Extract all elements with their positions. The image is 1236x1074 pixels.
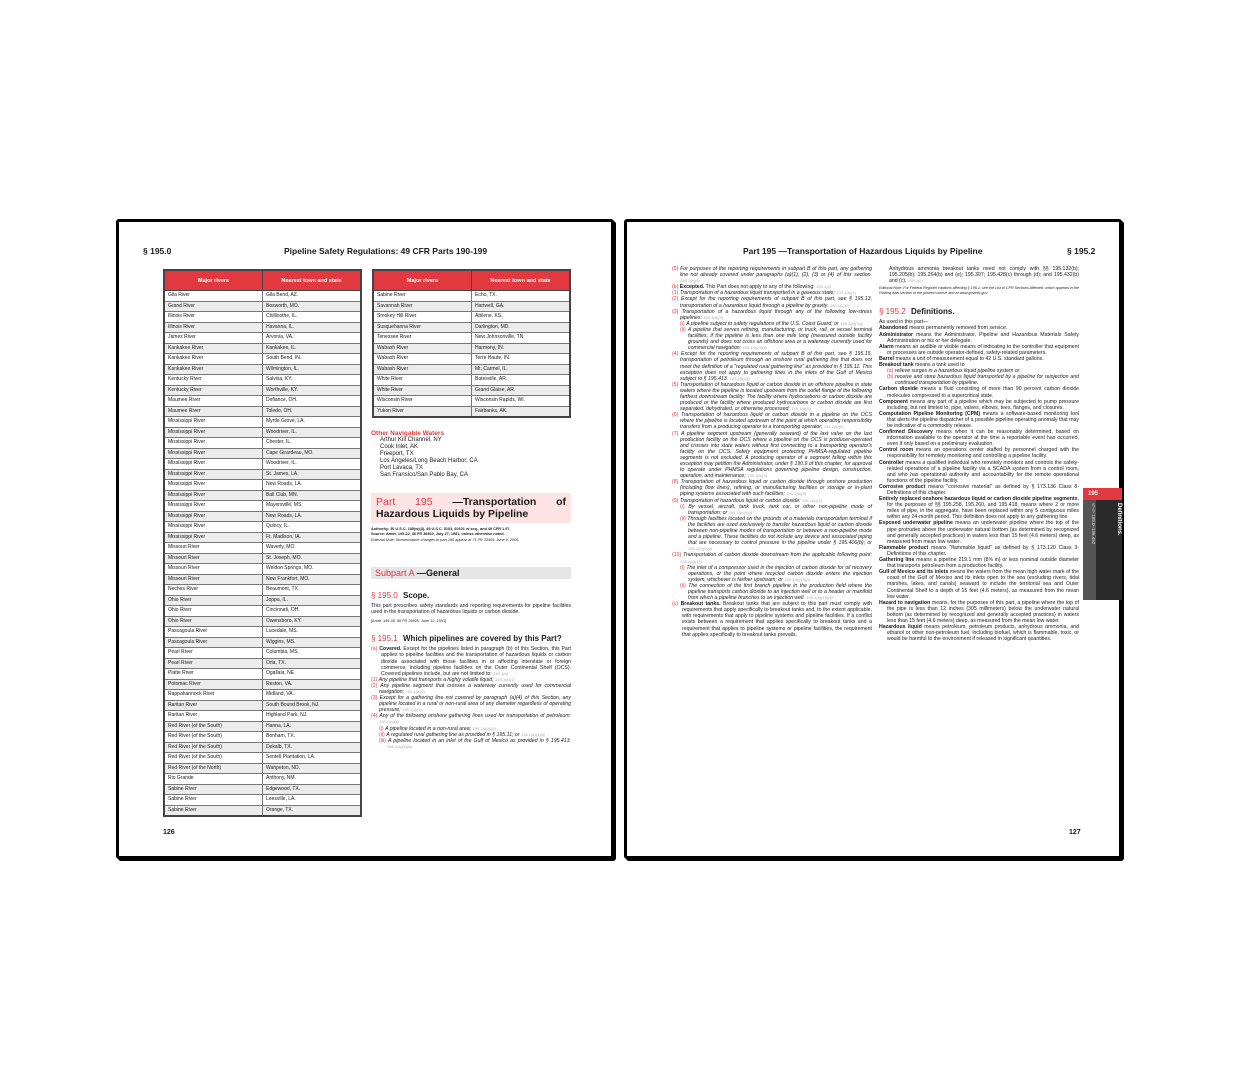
table-row bbox=[164, 711, 361, 722]
paragraph-item: (c) Breakout tanks. Breakout tanks that are subject to this part must comply with requirements that apply specifically to breakout tanks and, to the extent applicable, with requirements that apply to pipeline systems and pipeline facilities. If a conflict exists between a requirement that applies specifically to breakout tanks and a requirement that applies to pipeline systems or pipeline facilities, the requirement that applies specifically to breakout tanks prevails. bbox=[672, 601, 872, 638]
table-row bbox=[164, 406, 361, 417]
town-cell: Lucedale, MS. bbox=[263, 627, 362, 638]
river-cell: Wabash River bbox=[373, 343, 472, 354]
paragraph-item: (4) Any of the following onshore gathering lines used for transportation of petroleum: 195.1(a)(4) bbox=[371, 713, 571, 725]
definition-term: Entirely replaced onshore hazardous liquid or carbon dioxide pipeline segments bbox=[879, 496, 1078, 503]
river-cell: Sabine River bbox=[373, 291, 472, 302]
definition-item: Exposed underwater pipeline means an underwater pipeline where the top of the pipe protrudes above the underwater natural bottom (as determined by recognized and generally accepted practices) in waters less than 15 feet (4.6 meters) deep, as measured from mean low water. bbox=[879, 520, 1079, 545]
table-row bbox=[164, 669, 361, 680]
town-cell: Bonham, TX. bbox=[263, 732, 362, 743]
town-cell: Leesville, LA. bbox=[263, 795, 362, 806]
other-waters-title: Other Navigable Waters bbox=[371, 430, 445, 437]
page-number: 127 bbox=[1069, 829, 1081, 836]
paragraph-item: (2) Any pipeline segment that crosses a waterway currently used for commercial navigation; 195.1(a)(2) bbox=[371, 682, 571, 695]
table-row bbox=[164, 490, 361, 501]
definition-term: Breakout tank bbox=[879, 362, 914, 369]
town-cell: Ft. Madison, IA. bbox=[263, 532, 362, 543]
town-cell: Edgewood, TX. bbox=[263, 784, 362, 795]
river-cell: Missouri River bbox=[164, 553, 263, 564]
table-row bbox=[164, 438, 361, 449]
town-cell: Reston, VA. bbox=[263, 679, 362, 690]
definition-term: Hazard to navigation bbox=[879, 599, 931, 606]
river-cell: White River bbox=[373, 385, 472, 396]
paragraph-item: (8) Transportation of hazardous liquid or carbon dioxide through onshore production (including flow lines), refining, or manufacturing facilities or storage or in-plant piping systems associated with such facilities; 195.1(b)(8) bbox=[672, 479, 872, 498]
town-cell: Fairbanks, AK. bbox=[472, 406, 571, 417]
table-row bbox=[164, 637, 361, 648]
town-cell: Wilmington, IL. bbox=[263, 364, 362, 375]
river-cell: Kankakee River bbox=[164, 364, 263, 375]
river-cell: Sabine River bbox=[164, 795, 263, 806]
river-cell: Platte River bbox=[164, 669, 263, 680]
town-cell: Salvisa, KY. bbox=[263, 375, 362, 386]
paragraph-item: (4) Except for the reporting requirements of subpart B of this part, see § 195.15, transportation of petroleum through an onshore rural gathering line that does not meet the definition of a "regulated rural gathering line" as provided in § 195.11. This exception does not apply to gathering lines in the inlets of the Gulf of Mexico subject to § 195.413. 195.1(b)(4) bbox=[672, 351, 872, 382]
table-row bbox=[164, 627, 361, 638]
table-row bbox=[373, 322, 570, 333]
town-cell: Defiance, OH. bbox=[263, 396, 362, 407]
town-cell: New Roads, LA. bbox=[263, 480, 362, 491]
river-cell: Raritan River bbox=[164, 711, 263, 722]
definition-item: Control room means an operations center staffed by personnel charged with the responsibility for remotely monitoring and controlling a pipeline facility. bbox=[879, 447, 1079, 460]
river-cell: Mississippi River bbox=[164, 469, 263, 480]
table-row bbox=[164, 301, 361, 312]
table-row bbox=[373, 301, 570, 312]
river-cell: Mississippi River bbox=[164, 459, 263, 470]
river-cell: Susquehanna River bbox=[373, 322, 472, 333]
rivers-table-right bbox=[372, 269, 571, 418]
river-cell: Neches River bbox=[164, 585, 263, 596]
town-cell: Wisconsin Rapids, WI. bbox=[472, 396, 571, 407]
definition-term: Controller bbox=[879, 459, 904, 466]
table-row bbox=[164, 427, 361, 438]
town-cell: Highland Park, NJ. bbox=[263, 711, 362, 722]
water-item: Cook Inlet, AK bbox=[380, 444, 419, 450]
definition-item: Gulf of Mexico and its inlets means the waters from the mean high water mark of the coast of the Gulf of Mexico and its inlets open to the sea (excluding rivers, tidal marshes, lakes, and canals) seaward to include the territorial sea and Outer Continental Shelf to a depth of 15 feet (4.6 meters), as measured from the mean low water. bbox=[879, 569, 1079, 600]
town-cell: Owensboro, KY. bbox=[263, 616, 362, 627]
table-row bbox=[164, 784, 361, 795]
section-195-0-body: This part prescribes safety standards and reporting requirements for pipeline facilities used in the transportation of hazardous liquids or carbon dioxide. bbox=[371, 602, 571, 616]
table-row bbox=[164, 648, 361, 659]
page-number: 126 bbox=[163, 829, 175, 836]
paragraph-item: (ii) A regulated rural gathering line as provided in § 195.11; or 195.1(a)(4)(ii) bbox=[379, 731, 546, 738]
water-item: Freeport, TX bbox=[380, 451, 414, 457]
definition-subitem: (b) receive and store hazardous liquid transported by a pipeline for reinjection and continued transportation by pipeline. bbox=[887, 374, 1079, 387]
definition-subitem: (a) relieve surges in a hazardous liquid pipeline system or bbox=[887, 368, 1020, 375]
definition-term: Computation Pipeline Monitoring (CPM) bbox=[879, 410, 981, 417]
definition-term: Gathering line bbox=[879, 557, 915, 564]
river-cell: Kentucky River bbox=[164, 375, 263, 386]
table-row bbox=[164, 343, 361, 354]
side-tab-range: §§ 195.0–195.452 bbox=[1083, 500, 1096, 600]
town-cell: Wiggins, MS. bbox=[263, 637, 362, 648]
paragraph-item: (i) A pipeline subject to safety regulations of the U.S. Coast Guard; or 195.1(b)(3)(i) bbox=[680, 320, 864, 327]
river-cell: Wisconsin River bbox=[373, 396, 472, 407]
table-row bbox=[164, 543, 361, 554]
town-cell: Gila Bend, AZ. bbox=[263, 291, 362, 302]
river-cell: Mississippi River bbox=[164, 438, 263, 449]
town-cell: South Bound Brook, NJ. bbox=[263, 700, 362, 711]
section-195-0-title: § 195.0 Scope. bbox=[371, 590, 430, 600]
town-cell: Weldon Springs, MO. bbox=[263, 564, 362, 575]
town-cell: Toledo, OH. bbox=[263, 406, 362, 417]
town-cell: Quincy, IL. bbox=[263, 522, 362, 533]
paragraph-item: (6) Transportation of hazardous liquid or carbon dioxide in a pipeline on the OCS where the pipeline is located upstream of the point at which operating responsibility transfers from a producing operator to a transporting operator; 195.1(b)(6) bbox=[672, 412, 872, 431]
river-cell: Missouri River bbox=[164, 543, 263, 554]
table-row bbox=[373, 364, 570, 375]
table-row bbox=[164, 322, 361, 333]
header-title: Part 195 —Transportation of Hazardous Liquids by Pipeline bbox=[743, 246, 983, 256]
paragraph-item: (10) Transportation of carbon dioxide downstream from the applicable following point: 195.1(b)(10) bbox=[672, 552, 872, 564]
table-row bbox=[373, 291, 570, 302]
river-cell: James River bbox=[164, 333, 263, 344]
table-row bbox=[164, 564, 361, 575]
town-cell: Cincinnati, OH. bbox=[263, 606, 362, 617]
river-cell: Illinois River bbox=[164, 322, 263, 333]
town-cell: Hartwell, GA. bbox=[472, 301, 571, 312]
paragraph-item: (1) Transportation of a hazardous liquid transported in a gaseous state; 195.1(b)(1) bbox=[672, 290, 857, 297]
definition-item: Flammable product means "flammable liquid" as defined by § 173.120 Class 3-Definitions of this chapter. bbox=[879, 544, 1079, 557]
paragraph-item: (9) Transportation of hazardous liquid or carbon dioxide: 195.1(b)(9) bbox=[672, 497, 822, 504]
amendment-note: [Amdt. 195-45, 56 FR 26925, June 12, 1991] bbox=[371, 619, 447, 624]
table-row bbox=[164, 679, 361, 690]
river-cell: Sabine River bbox=[164, 784, 263, 795]
town-cell: Harmony, IN. bbox=[472, 343, 571, 354]
table-row bbox=[164, 700, 361, 711]
town-cell: Columbia, MS. bbox=[263, 648, 362, 659]
definition-item: Component means any part of a pipeline which may be subjected to pump pressure including, but not limited to, pipe, valves, elbows, tees, flanges, and closures. bbox=[879, 398, 1079, 411]
table-row bbox=[164, 795, 361, 806]
river-cell: Red River (of the South) bbox=[164, 732, 263, 743]
table-row bbox=[164, 532, 361, 543]
town-cell: Mayersville, MS. bbox=[263, 501, 362, 512]
table-row bbox=[164, 690, 361, 701]
river-cell: Kankakee River bbox=[164, 354, 263, 365]
water-item: Arthur Kill Channel, NY bbox=[380, 437, 442, 443]
table-row bbox=[164, 553, 361, 564]
town-cell: Dekalb, TX. bbox=[263, 742, 362, 753]
town-cell: New Johnsonville, TN. bbox=[472, 333, 571, 344]
river-cell: Mississippi River bbox=[164, 490, 263, 501]
anhydrous-note: Anhydrous ammonia breakout tanks need not comply with §§ 195.132(b); 195.205(b); 195.264(b) and (e); 195.307; 195.428(c) through (d); and 195.432(b) and (c). 195.1(c) bbox=[889, 266, 1079, 285]
definition-item: Administrator means the Administrator, Pipeline and Hazardous Materials Safety Administration or his or her delegate. bbox=[879, 331, 1079, 344]
town-cell: Myrtle Grove, LA. bbox=[263, 417, 362, 428]
table-row bbox=[164, 774, 361, 785]
column-1 bbox=[672, 266, 872, 638]
river-cell: Mississippi River bbox=[164, 522, 263, 533]
editorial-note: Editorial Note: For Federal Register citations affecting § 195.1, see the List of CFR Sections Affected, which appears in the Finding Aids section of the printed volume and at www.govinfo.gov. bbox=[879, 286, 1079, 295]
river-cell: Maumee River bbox=[164, 396, 263, 407]
town-cell: Woodriver, IL. bbox=[263, 459, 362, 470]
town-cell: Worthville, KY. bbox=[263, 385, 362, 396]
table-row bbox=[164, 375, 361, 386]
river-cell: Missouri River bbox=[164, 574, 263, 585]
definition-term: Carbon dioxide bbox=[879, 386, 918, 393]
paragraph-item: (ii) The connection of the first branch pipeline in the production field where the pipeline transports carbon dioxide to an injection well or to a header or manifold from which a pipeline branches to an injection well. 195.1(b)(10)(ii) bbox=[680, 582, 872, 602]
part-heading: Part 195 —Transportation of Hazardous Liquids by Pipeline bbox=[371, 493, 571, 523]
definition-item: Confirmed Discovery means when it can be reasonably determined, based on information available to the operator at the time a reportable event has occurred, even if only based on a preliminary evaluation. bbox=[879, 429, 1079, 448]
paragraph-item: (iii) A pipeline located in an inlet of the Gulf of Mexico as provided in § 195.413. 195.1(a)(4)(iii) bbox=[379, 737, 571, 749]
town-cell: Midland, VA. bbox=[263, 690, 362, 701]
town-cell: Beaumont, TX. bbox=[263, 585, 362, 596]
paragraph-item: (b) Excepted. This Part does not apply to any of the following: 195.1(b) bbox=[672, 284, 832, 291]
river-cell: Sabine River bbox=[164, 805, 263, 816]
river-cell: Rappahannock River bbox=[164, 690, 263, 701]
table-row bbox=[164, 501, 361, 512]
section-195-1-title: § 195.1 Which pipelines are covered by this Part? bbox=[371, 634, 562, 644]
town-cell: Abilene, KS. bbox=[472, 312, 571, 323]
definition-term: Flammable product bbox=[879, 544, 929, 551]
town-cell: Batesville, AR. bbox=[472, 375, 571, 386]
river-cell: Red River (of the North) bbox=[164, 763, 263, 774]
river-cell: Potomac River bbox=[164, 679, 263, 690]
table-row bbox=[373, 385, 570, 396]
river-cell: Ohio River bbox=[164, 595, 263, 606]
paragraph-a: (a) Covered. Except for the pipelines listed in paragraph (b) of this Section, this Part applies to pipeline facilities and the transportation of hazardous liquids or carbon dioxide associated with those facilities in or affecting interstate or foreign commerce, including pipeline facilities on the Outer Continental Shelf (OCS). Covered pipelines include, but are not limited to: 195.1(a) bbox=[371, 646, 571, 677]
definition-item: Corrosive product means "corrosive material" as defined by § 173.136 Class 8-Definitions of this chapter. bbox=[879, 483, 1080, 496]
table-row bbox=[164, 763, 361, 774]
river-cell: Red River (of the South) bbox=[164, 721, 263, 732]
paragraph-item: (1) Any pipeline that transports a highly volatile liquid; 195.1(a)(1) bbox=[371, 676, 515, 683]
town-cell: Cape Girardeau, MO. bbox=[263, 448, 362, 459]
paragraph-item: (2) Except for the reporting requirements of subpart B of this part, see § 195.13, transportation of a hazardous liquid through a pipeline by gravity. 195.1(b)(2) bbox=[672, 296, 872, 309]
table-row bbox=[164, 753, 361, 764]
river-cell: Wabash River bbox=[373, 354, 472, 365]
definition-item: Computation Pipeline Monitoring (CPM) means a software-based monitoring tool that alerts the pipeline dispatcher of a possible pipeline operating anomaly that may be indicative of a commodity release. bbox=[879, 410, 1079, 429]
table-row bbox=[164, 606, 361, 617]
water-item: Los Angeles/Long Beach Harbor, CA bbox=[380, 458, 478, 464]
river-cell: Mississippi River bbox=[164, 448, 263, 459]
river-cell: Kankakee River bbox=[164, 343, 263, 354]
definition-item: Controller means a qualified individual who remotely monitors and controls the safety-related operations of a pipeline facility via a SCADA system from a control room, and who has operational authority and accountability for the remote operational functions of the pipeline facility. bbox=[879, 459, 1079, 484]
column-header: Nearest town and state bbox=[472, 270, 571, 291]
town-cell: Bosworth, MO. bbox=[263, 301, 362, 312]
town-cell: Wahpeton, ND. bbox=[263, 763, 362, 774]
river-cell: Tenessee River bbox=[373, 333, 472, 344]
definition-term: Exposed underwater pipeline bbox=[879, 520, 953, 527]
paragraph-item: (ii) Through facilities located on the grounds of a materials transportation terminal if the facilities are used exclusively to transfer hazardous liquid or carbon dioxide between non-pipeline modes of transportation or between a non-pipeline mode and a pipeline. These facilities do not include any device and associated piping that are necessary to control pressure in the pipeline under § 195.406(b); or 195.1(b)(9)(ii) bbox=[680, 515, 872, 552]
definition-item: Breakout tank means a tank used to bbox=[879, 362, 965, 369]
table-row bbox=[164, 333, 361, 344]
town-cell: Joppa, IL. bbox=[263, 595, 362, 606]
definition-term: Gulf of Mexico and its inlets bbox=[879, 569, 949, 576]
table-row bbox=[164, 364, 361, 375]
town-cell: Sentell Plantation, LA. bbox=[263, 753, 362, 764]
definition-term: Confirmed Discovery bbox=[879, 429, 933, 436]
river-cell: Mississippi River bbox=[164, 427, 263, 438]
river-cell: Rio Grande bbox=[164, 774, 263, 785]
paragraph-item: (5) Transportation of hazardous liquid or carbon dioxide in an offshore pipeline in state waters where the pipeline is located upstream from the outlet flange of the following farthest downstream facility: The facility where hydrocarbons or carbon dioxide are produced or the facility where produced hydrocarbons or carbon dioxide are first separated, dehydrated, or otherwise processed; 195.1(b)(5) bbox=[672, 381, 872, 413]
header-section: § 195.2 bbox=[1067, 246, 1096, 256]
table-row bbox=[164, 385, 361, 396]
table-row bbox=[164, 354, 361, 365]
river-cell: Gila River bbox=[164, 291, 263, 302]
table-row bbox=[373, 375, 570, 386]
definition-item: Entirely replaced onshore hazardous liquid or carbon dioxide pipeline segments, for the purposes of §§ 195.258, 195.260, and 195.418, means where 2 or more miles of pipe, in the aggregate, have been replaced within any 5 contiguous miles within any 24-month period. This definition does not apply to any gathering line. bbox=[879, 496, 1079, 521]
river-cell: Raritan River bbox=[164, 700, 263, 711]
town-cell: Ogallala, NE. bbox=[263, 669, 362, 680]
definition-term: Hazardous liquid bbox=[879, 624, 922, 631]
town-cell: Grand Glaise, AR. bbox=[472, 385, 571, 396]
other-waters bbox=[371, 430, 574, 479]
table-row bbox=[164, 469, 361, 480]
paragraph-item: (3) Transportation of a hazardous liquid through any of the following low-stress pipelines: 195.1(b)(3) bbox=[672, 308, 872, 321]
river-cell: Mississippi River bbox=[164, 511, 263, 522]
town-cell: Darlington, MD. bbox=[472, 322, 571, 333]
table-row bbox=[373, 354, 570, 365]
town-cell: Orange, TX. bbox=[263, 805, 362, 816]
column-header: Major rivers bbox=[164, 270, 263, 291]
column-header: Major rivers bbox=[373, 270, 472, 291]
town-cell: Orla, TX. bbox=[263, 658, 362, 669]
column-header: Nearest town and state bbox=[263, 270, 362, 291]
rivers-table-left bbox=[163, 269, 362, 817]
river-cell: Yukon River bbox=[373, 406, 472, 417]
water-item: Port Lavaca, TX bbox=[380, 465, 423, 471]
paragraph-item: (3) Except for a gathering line not covered by paragraph (a)(4) of this Section, any pipeline located in a rural or non-rural area of any diameter regardless of operating pressure; 195.1(a)(3) bbox=[371, 695, 571, 714]
town-cell: Arvonia, VA. bbox=[263, 333, 362, 344]
table-row bbox=[373, 406, 570, 417]
river-cell: Ohio River bbox=[164, 616, 263, 627]
town-cell: Kankakee, IL. bbox=[263, 343, 362, 354]
town-cell: St. Joseph, MO. bbox=[263, 553, 362, 564]
subpart-heading: Subpart A —General bbox=[371, 567, 571, 579]
town-cell: New Frankfort, MO. bbox=[263, 574, 362, 585]
river-cell: Grand River bbox=[164, 301, 263, 312]
left-page bbox=[116, 219, 614, 859]
river-cell: Ohio River bbox=[164, 606, 263, 617]
table-row bbox=[164, 511, 361, 522]
paragraph-item: (i) By vessel, aircraft, tank truck, tank car, or other non-pipeline mode of transportation; or 195.1(b)(9)(i) bbox=[680, 503, 872, 516]
header-title: Pipeline Safety Regulations: 49 CFR Parts 190-199 bbox=[284, 246, 488, 256]
table-row bbox=[164, 658, 361, 669]
river-cell: Missouri River bbox=[164, 564, 263, 575]
definition-term: Component bbox=[879, 398, 908, 405]
table-row bbox=[164, 522, 361, 533]
table-row bbox=[164, 291, 361, 302]
side-tab-label: Definitions. bbox=[1096, 500, 1122, 600]
town-cell: St. James, LA. bbox=[263, 469, 362, 480]
river-cell: Savannah River bbox=[373, 301, 472, 312]
definition-term: Corrosive product bbox=[879, 483, 926, 490]
table-row bbox=[373, 312, 570, 323]
definition-item: Carbon dioxide means a fluid consisting of more than 90 percent carbon dioxide molecules compressed to a supercritical state. bbox=[879, 386, 1079, 399]
river-cell: Maumee River bbox=[164, 406, 263, 417]
town-cell: Woodriver, IL. bbox=[263, 427, 362, 438]
part-195-block bbox=[371, 493, 571, 750]
paragraph-item: (i) A pipeline located in a non-rural area; 195.1(a)(4)(i) bbox=[379, 725, 496, 732]
table-row bbox=[164, 396, 361, 407]
table-row bbox=[373, 333, 570, 344]
table-row bbox=[164, 585, 361, 596]
right-page bbox=[624, 219, 1122, 859]
table-row bbox=[373, 343, 570, 354]
table-row bbox=[164, 417, 361, 428]
water-item: San Fransico/San Pablo Bay, CA bbox=[380, 472, 468, 478]
town-cell: New Roads, LA. bbox=[263, 511, 362, 522]
river-cell: Kentucky River bbox=[164, 385, 263, 396]
side-tab-part: 195 bbox=[1083, 488, 1122, 500]
paragraph-item: (7) A pipeline segment upstream (generally seaward) of the last valve on the last production facility on the OCS where a pipeline on the OCS is producer-operated and crosses into state waters without first connecting to a transporting operator's facility on the OCS. Safety equipment protecting PHMSA-regulated pipeline segments is not excluded. A producing operator of a segment falling within this exception may petition the Administrator, under § 190.9 of this chapter, for approval to operate under PHMSA regulations governing pipeline design, construction, operation, and maintenance; 195.1(b)(7) bbox=[672, 430, 872, 480]
river-cell: Pearl River bbox=[164, 658, 263, 669]
river-cell: Mississippi River bbox=[164, 417, 263, 428]
paragraph-item: (5) For purposes of the reporting requirements in subpart B of this part, any gathering line not already covered under paragraphs (a)(1), (2), (3) or (4) of this section. 195.1(a)(5) bbox=[672, 266, 872, 284]
definition-term: Abandoned bbox=[879, 325, 908, 332]
table-row bbox=[164, 732, 361, 743]
table-row bbox=[164, 448, 361, 459]
column-2 bbox=[879, 266, 1079, 642]
paragraph-item: (i) The inlet of a compressor used in the injection of carbon dioxide for oil recovery operations, or the point where recycled carbon dioxide enters the injection system, whichever is farther upstream; or 195.1(b)(10)(i) bbox=[680, 564, 873, 583]
definition-item: Hazardous liquid means petroleum, petroleum products, anhydrous ammonia, and ethanol or other non-petroleum fuel, including biofuel, which is flammable, toxic, or would be harmful to the environment if released in significant quantities. bbox=[879, 624, 1079, 643]
definitions-intro: As used in this part— bbox=[879, 319, 929, 326]
table-row bbox=[164, 480, 361, 491]
town-cell: Chillicothe, IL. bbox=[263, 312, 362, 323]
paragraph-item: (ii) A pipeline that serves refining, manufacturing, or truck, rail, or vessel terminal facilities, if the pipeline is less than one mile long (measured outside facility grounds) and does not cross an offshore area or a waterway currently used for commercial navigation; 195.1(b)(3)(ii) bbox=[680, 326, 873, 352]
river-cell: Red River (of the South) bbox=[164, 753, 263, 764]
authority-note: Authority: 30 U.S.C. 185(w)(3), 49 U.S.C. 5103, 60101 et seq., and 49 CFR 1.97. Source: Amdt. 195-22, 46 FR 38360, July 27, 1981, unless otherwise noted. Editorial Note: Nomenclature changes to part 195 appear at 71 FR 33409, June 9, 2006. bbox=[371, 527, 520, 543]
definition-item: Abandoned means permanently removed from service. bbox=[879, 325, 1008, 332]
section-195-2-title: § 195.2 Definitions. bbox=[879, 307, 955, 317]
table-row bbox=[164, 312, 361, 323]
town-cell: Waverly, MO. bbox=[263, 543, 362, 554]
table-row bbox=[164, 459, 361, 470]
river-cell: Red River (of the South) bbox=[164, 742, 263, 753]
town-cell: Echo, TX. bbox=[472, 291, 571, 302]
town-cell: Mt. Carmel, IL. bbox=[472, 364, 571, 375]
river-cell: Illinois River bbox=[164, 312, 263, 323]
definition-item: Alarm means an audible or visible means of indicating to the controller that equipment or processes are outside operator-defined, safety-related parameters. bbox=[879, 343, 1079, 356]
table-row bbox=[164, 616, 361, 627]
river-cell: Pearl River bbox=[164, 648, 263, 659]
definition-item: Barrel means a unit of measurement equal to 42 U.S. standard gallons. bbox=[879, 355, 1044, 362]
section-side-tab[interactable] bbox=[1083, 488, 1122, 600]
river-cell: Mississippi River bbox=[164, 532, 263, 543]
definition-term: Administrator bbox=[879, 331, 914, 338]
town-cell: Chester, IL. bbox=[263, 438, 362, 449]
definition-item: Gathering line means a pipeline 219.1 mm (8⅝ in) or less nominal outside diameter that transports petroleum from a production facility. bbox=[879, 557, 1079, 570]
definition-term: Control room bbox=[879, 447, 914, 454]
table-row bbox=[164, 805, 361, 816]
town-cell: Ball Club, MN. bbox=[263, 490, 362, 501]
town-cell: Hanna, LA. bbox=[263, 721, 362, 732]
definition-item: Hazard to navigation means, for the purposes of this part, a pipeline where the top of the pipe is less than 12 inches (305 millimeters) below the underwater natural bottom (as determined by recognized and generally accepted practices) in waters less than 15 feet (4.6 meters) deep, as measured from the mean low water. bbox=[879, 599, 1079, 624]
definition-term: Barrel bbox=[879, 355, 894, 362]
river-cell: Smokey Hill River bbox=[373, 312, 472, 323]
river-cell: Mississippi River bbox=[164, 480, 263, 491]
river-cell: White River bbox=[373, 375, 472, 386]
table-row bbox=[373, 396, 570, 407]
town-cell: Anthony, NM. bbox=[263, 774, 362, 785]
river-cell: Mississippi River bbox=[164, 501, 263, 512]
river-cell: Pascagoula River bbox=[164, 637, 263, 648]
table-row bbox=[164, 595, 361, 606]
header-section: § 195.0 bbox=[143, 246, 172, 256]
town-cell: South Bend, IN. bbox=[263, 354, 362, 365]
town-cell: Terre Haute, IN. bbox=[472, 354, 571, 365]
table-row bbox=[164, 721, 361, 732]
table-row bbox=[164, 574, 361, 585]
town-cell: Havanna, IL. bbox=[263, 322, 362, 333]
definition-term: Alarm bbox=[879, 343, 894, 350]
river-cell: Pascagoula River bbox=[164, 627, 263, 638]
table-row bbox=[164, 742, 361, 753]
river-cell: Wabash River bbox=[373, 364, 472, 375]
